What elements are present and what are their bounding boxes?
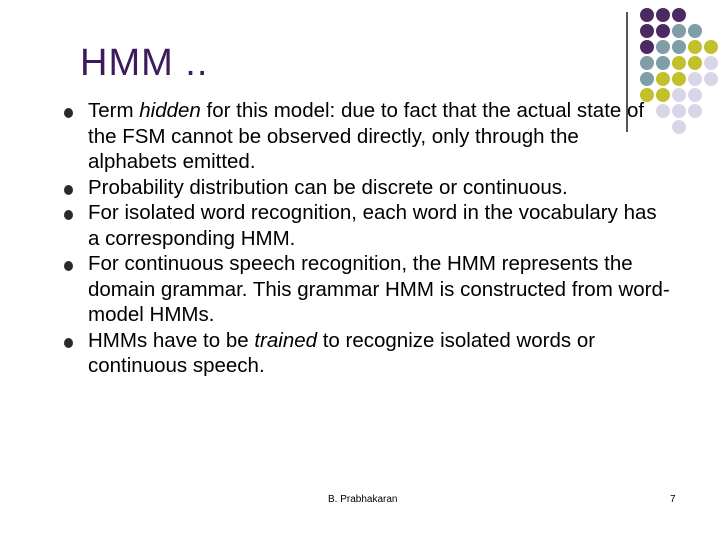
decorative-dot bbox=[672, 72, 686, 86]
bullet-text: HMMs have to be bbox=[88, 328, 255, 352]
bullet-emphasis-text: hidden bbox=[139, 99, 201, 122]
slide-title: HMM .. bbox=[80, 42, 209, 84]
bullet-marker-icon bbox=[64, 108, 73, 118]
decorative-dot bbox=[656, 40, 670, 54]
decorative-dot bbox=[688, 24, 702, 38]
decorative-dot bbox=[672, 40, 686, 54]
decorative-dot bbox=[656, 56, 670, 70]
bullet-text: for this model: due to fact that the actual state of the FSM cannot be observed directly, only through the alphabets emitted. bbox=[88, 99, 645, 173]
bullet-text: For isolated word recognition, each word in the vocabulary has a corresponding HMM. bbox=[88, 201, 657, 250]
decorative-dot bbox=[672, 104, 686, 118]
decorative-dot bbox=[688, 72, 702, 86]
bullet-emphasis-text: trained bbox=[254, 328, 318, 352]
decorative-dot bbox=[688, 56, 702, 70]
decorative-dot bbox=[672, 56, 686, 70]
footer-author: B. Prabhakaran bbox=[328, 494, 398, 505]
decorative-dot bbox=[672, 88, 686, 102]
decorative-dot bbox=[688, 88, 702, 102]
bullet-marker-icon bbox=[64, 261, 73, 271]
decorative-dot bbox=[672, 120, 686, 134]
bullet-marker-icon bbox=[64, 210, 73, 220]
decorative-dot bbox=[640, 24, 654, 38]
bullet-text: Probability distribution can be discrete or continuous. bbox=[88, 175, 568, 199]
page-number: 7 bbox=[670, 494, 676, 505]
decorative-dot bbox=[656, 24, 670, 38]
bullet-item bbox=[60, 98, 670, 175]
bullet-item bbox=[60, 200, 670, 251]
decorative-dot bbox=[656, 8, 670, 22]
decorative-dot bbox=[688, 104, 702, 118]
decorative-dot bbox=[672, 8, 686, 22]
bullet-marker-icon bbox=[64, 338, 73, 348]
bullet-marker-icon bbox=[64, 185, 73, 195]
bullet-item bbox=[60, 175, 670, 201]
decorative-dot bbox=[640, 8, 654, 22]
decorative-dot bbox=[688, 40, 702, 54]
decorative-dot bbox=[656, 72, 670, 86]
decorative-dot bbox=[704, 40, 718, 54]
decorative-dot bbox=[672, 24, 686, 38]
decorative-dot bbox=[640, 56, 654, 70]
decorative-dot bbox=[640, 72, 654, 86]
bullet-item bbox=[60, 328, 670, 379]
bullet-list bbox=[60, 98, 670, 379]
decorative-dot bbox=[704, 72, 718, 86]
decorative-dot bbox=[640, 40, 654, 54]
bullet-text: For continuous speech recognition, the HMM represents the domain grammar. This grammar HMM is constructed from word-model HMMs. bbox=[88, 252, 670, 326]
bullet-text: Term bbox=[88, 99, 140, 122]
decorative-dot bbox=[704, 56, 718, 70]
bullet-item bbox=[60, 251, 670, 328]
bullet-text: to recognize isolated words or continuous speech. bbox=[88, 328, 596, 377]
